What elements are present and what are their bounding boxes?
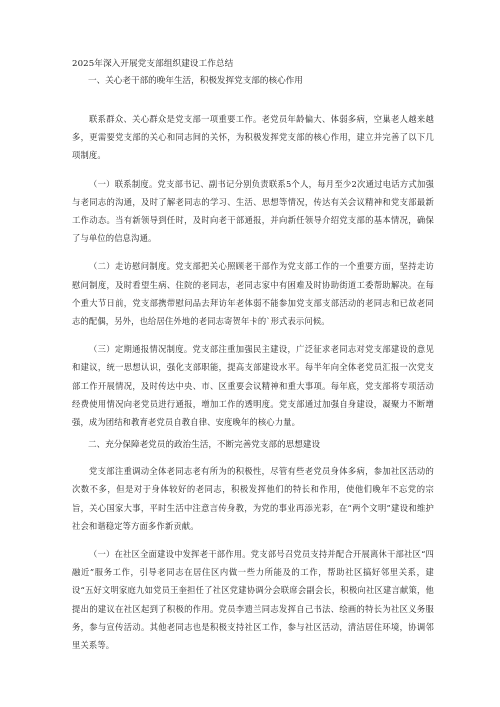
section-1-paragraph-4: （三）定期通报情况制度。党支部注重加强民主建设，广泛征求老同志对党支部建设的意见和建议，统一思想认识，强化支部职能，提高支部建设水平。每半年向全体老党员汇报一次党支部工作开展情况，及时传达中央、市、区重要会议精神和重大事项。每年底，党支部将专项活动经费使用情况向老党员进行通报，增加工作的透明度。党支部通过加强自身建设，凝聚力不断增强，成为团结和教育老党员自教自律、安度晚年的核心力量。 [72,344,434,428]
document-title: 2025年深入开展党支部组织建设工作总结 [72,59,234,69]
section-1-paragraph-2: （一）联系制度。党支部书记、副书记分别负责联系5个人，每月至少2次通过电话方式加强与老同志的沟通，及时了解老同志的学习、生活、思想等情况，传达有关会议精神和党支部最新工作动态。当有新领导到任时，及时向老干部通报，并向新任领导介绍党支部的基本情况，确保了与单位的信息沟通。 [72,178,434,244]
section-heading-2: 二、充分保障老党员的政治生活，不断完善党支部的思想建设 [88,440,321,451]
section-1-paragraph-1: 联系群众、关心群众是党支部一项重要工作。老党员年龄偏大、体弱多病，空巢老人越来越多，更需要党支部的关心和同志间的关怀，为积极发挥党支部的核心作用，建立并完善了以下几项制度。 [72,114,434,161]
section-2-paragraph-1: 党支部注重调动全体老同志老有所为的积极性，尽管有些老党员身体多病，参加社区活动的次数不多，但是对于身体较好的老同志，积极发挥他们的特长和作用，使他们晚年不忘党的宗旨，关心国家大事，平时生活中注意言传身教，为党的事业再添光彩，在“两个文明”建设和维护社会和谐稳定等方面多作新贡献。 [72,466,434,531]
section-2-paragraph-2: （一）在社区全面建设中发挥老干部作用。党支部号召党员支持并配合开展离休干部社区“四融近”服务工作，引导老同志在居住区内做一些力所能及的工作，帮助社区搞好邻里关系，建设“五好文明家庭九如党员王奎担任了社区党建协调分会联席会副会长，积极向社区建言献策，他提出的建议在社区起到了积极的作用。党员李遗兰同志发挥自己书法、绘画的特长为社区义务服务，参与宣传活动。其他老同志也是积极支持社区工作，参与社区活动，清洁居住环境，协调邻里关系等。 [72,549,434,651]
section-1-paragraph-3: （二）走访慰问制度。党支部把关心照顾老干部作为党支部工作的一个重要方面，坚持走访慰问制度，及时看望生病、住院的老同志，老同志家中有困难及时协助街道工委帮助解决。在每个重大节日前，党支部携带慰问品去拜访年老体弱不能参加党支部支部活动的老同志和已故老同志的配偶，另外，也给居住外地的老同志寄贺年卡的`形式表示问候。 [72,261,434,327]
section-heading-1: 一、关心老干部的晚年生活，积极发挥党支部的核心作用 [88,76,303,86]
